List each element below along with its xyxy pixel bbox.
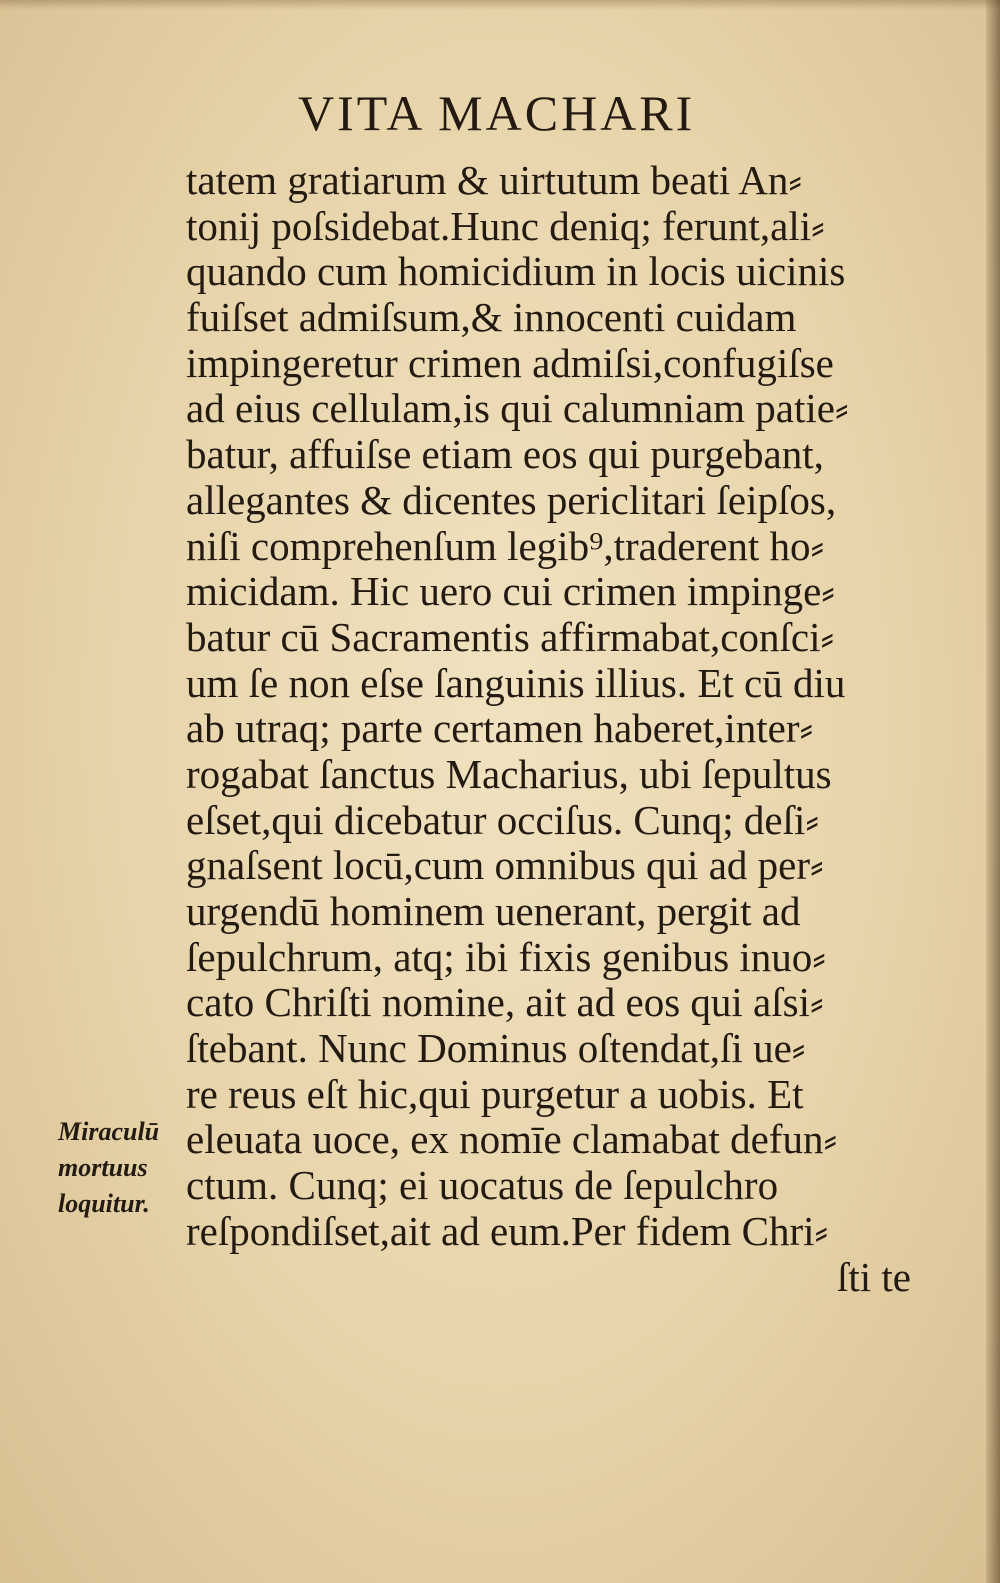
- marginal-note-line: Miraculū: [58, 1117, 160, 1146]
- text-line: ctum. Cunq; ei uocatus de ſepulchro: [186, 1162, 779, 1209]
- text-line: re reus eſt hic,qui purgetur a uobis. Et: [186, 1070, 804, 1117]
- text-line: impingeretur crimen admiſsi,confugiſse: [186, 339, 834, 386]
- text-line: eleuata uoce, ex nomīe clamabat defun⸗: [186, 1116, 838, 1163]
- marginal-note-line: mortuus: [58, 1153, 148, 1182]
- text-line: batur, affuiſse etiam eos qui purgebant,: [186, 431, 824, 478]
- text-line: niſi comprehenſum legib⁹,traderent ho⸗: [186, 522, 825, 569]
- text-line: ab utraq; parte certamen haberet,inter⸗: [186, 705, 814, 752]
- text-line: tatem gratiarum & uirtutum beati An⸗: [186, 157, 802, 203]
- text-line: ſepulchrum, atq; ibi fixis genibus inuo⸗: [186, 933, 826, 980]
- page-edge-shadow-right: [986, 0, 1000, 1583]
- text-line: batur cū Sacramentis affirmabat,conſci⸗: [186, 613, 835, 660]
- text-line: ſtebant. Nunc Dominus oſtendat,ſi ue⸗: [186, 1025, 806, 1072]
- text-line: ad eius cellulam,is qui calumniam patie⸗: [186, 385, 849, 432]
- page-edge-shadow-top: [0, 0, 1000, 10]
- running-head: VITA MACHARI: [298, 85, 696, 141]
- text-line: rogabat ſanctus Macharius, ubi ſepultus: [186, 750, 832, 797]
- text-line: cato Chriſti nomine, ait ad eos qui aſsi⸗: [186, 979, 824, 1026]
- text-line: fuiſset admiſsum,& innocenti cuidam: [186, 294, 797, 341]
- text-line: eſset,qui dicebatur occiſus. Cunq; deſi⸗: [186, 796, 820, 843]
- text-line: reſpondiſset,ait ad eum.Per fidem Chri⸗: [186, 1207, 829, 1254]
- marginal-note: [58, 1114, 198, 1222]
- text-line: quando cum homicidium in locis uicinis: [186, 248, 846, 295]
- catchword: ſti te: [836, 1253, 911, 1300]
- body-text: [186, 158, 921, 1300]
- text-line: um ſe non eſse ſanguinis illius. Et cū diu: [186, 659, 846, 706]
- text-line: allegantes & dicentes periclitari ſeipſos,: [186, 476, 837, 523]
- text-line: gnaſsent locū,cum omnibus qui ad per⸗: [186, 842, 824, 889]
- marginal-note-line: loquitur.: [58, 1189, 150, 1218]
- text-line: urgendū hominem uenerant, pergit ad: [186, 888, 801, 934]
- text-line: micidam. Hic uero cui crimen impinge⸗: [186, 568, 835, 615]
- text-line: tonij poſsidebat.Hunc deniq; ferunt,ali⸗: [186, 202, 825, 249]
